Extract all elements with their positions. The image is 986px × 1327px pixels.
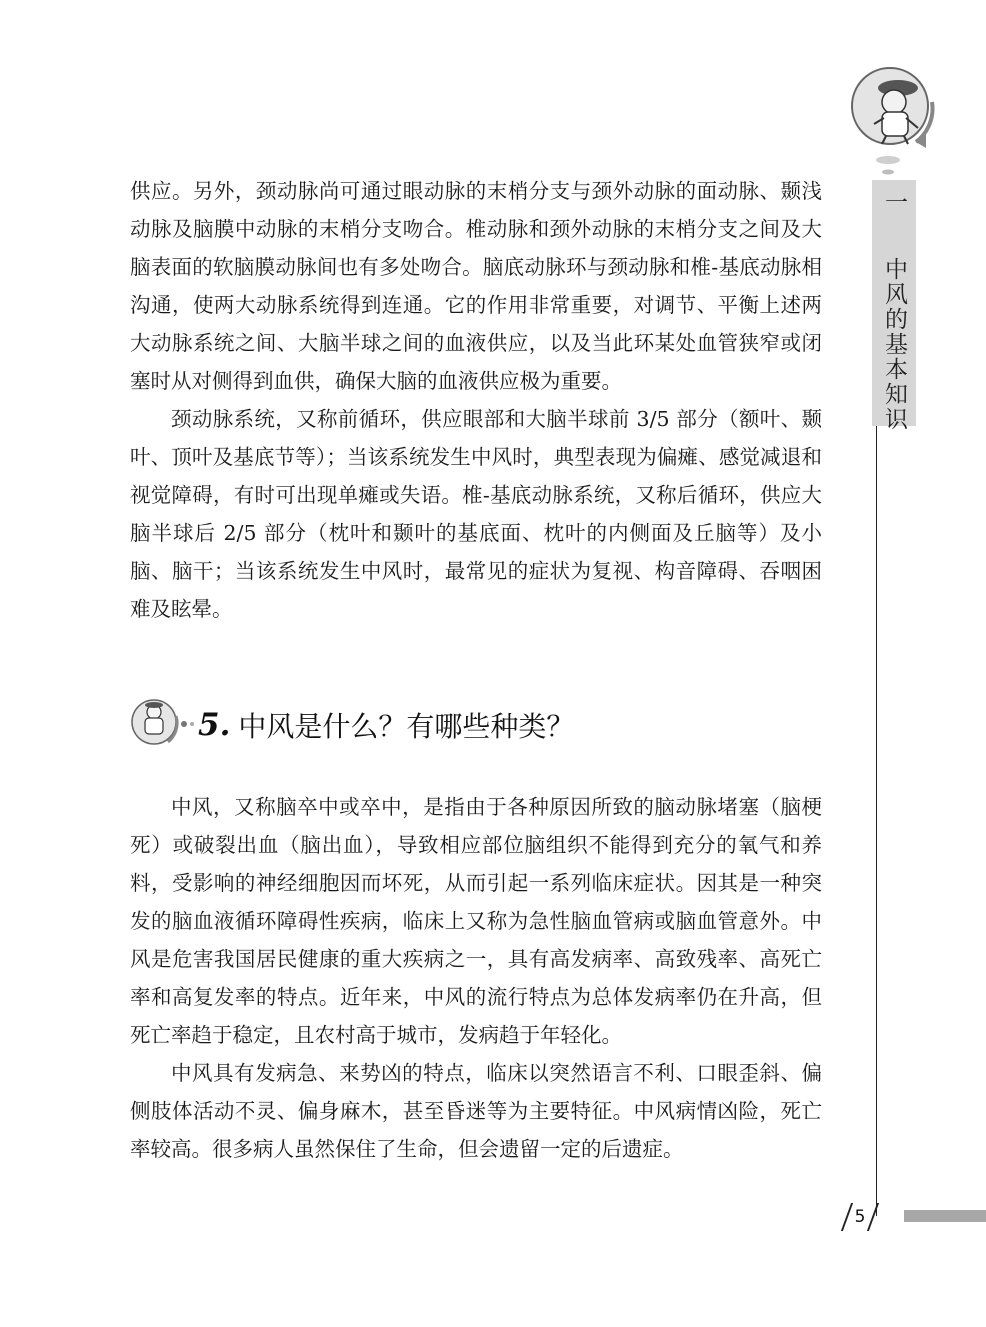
section-heading: [198, 700, 574, 750]
chapter-title: 中风的基本知识: [881, 257, 907, 432]
chapter-number: 一: [881, 190, 907, 215]
page-number-block: [846, 1202, 874, 1232]
paragraph: 中风，又称脑卒中或卒中，是指由于各种原因所致的脑动脉堵塞（脑梗死）或破裂出血（脑出血），导致相应部位脑组织不能得到充分的氧气和养料，受影响的神经细胞因而坏死，从而引起一系列临床症状。因其是一种突发的脑血液循环障碍性疾病，临床上又称为急性脑血管病或脑血管意外。中风是危害我国居民健康的重大疾病之一，具有高发病率、高致残率、高死亡率和高复发率的特点。近年来，中风的流行特点为总体发病率仍在升高，但死亡率趋于稳定，且农村高于城市，发病趋于年轻化。: [130, 795, 822, 1047]
paragraph: 供应。另外，颈动脉尚可通过眼动脉的末梢分支与颈外动脉的面动脉、颞浅动脉及脑膜中动脉的末梢分支吻合。椎动脉和颈外动脉的末梢分支之间及大脑表面的软脑膜动脉间也有多处吻合。脑底动脉环与颈动脉和椎-基底动脉相沟通，使两大动脉系统得到连通。它的作用非常重要，对调节、平衡上述两大动脉系统之间、大脑半球之间的血液供应，以及当此环某处血管狭窄或闭塞时从对侧得到血供，确保大脑的血液供应极为重要。: [130, 179, 822, 393]
margin-rule: [876, 426, 877, 1216]
body-text-lower: [130, 788, 822, 1168]
doctor-mascot-icon: [846, 62, 944, 180]
doctor-mascot-small-icon: [128, 692, 198, 756]
section-title: 中风是什么？有哪些种类？: [238, 710, 575, 743]
body-text-upper: [130, 172, 822, 628]
paragraph: 颈动脉系统，又称前循环，供应眼部和大脑半球前 3/5 部分（额叶、颞叶、顶叶及基底节等）；当该系统发生中风时，典型表现为偏瘫、感觉减退和视觉障碍，有时可出现单瘫或失语。椎-基底动脉系统，又称后循环，供应大脑半球后 2/5 部分（枕叶和颞叶的基底面、枕叶的内侧面及丘脑等）及小脑、脑干；当该系统发生中风时，最常见的症状为复视、构音障碍、吞咽困难及眩晕。: [130, 407, 822, 621]
footer-bar: [904, 1210, 986, 1222]
section-number: 5.: [198, 707, 231, 743]
chapter-label: [874, 190, 914, 432]
page-number: 5: [854, 1207, 866, 1227]
paragraph: 中风具有发病急、来势凶的特点，临床以突然语言不利、口眼歪斜、偏侧肢体活动不灵、偏身麻木，甚至昏迷等为主要特征。中风病情凶险，死亡率较高。很多病人虽然保住了生命，但会遗留一定的后遗症。: [130, 1061, 822, 1161]
